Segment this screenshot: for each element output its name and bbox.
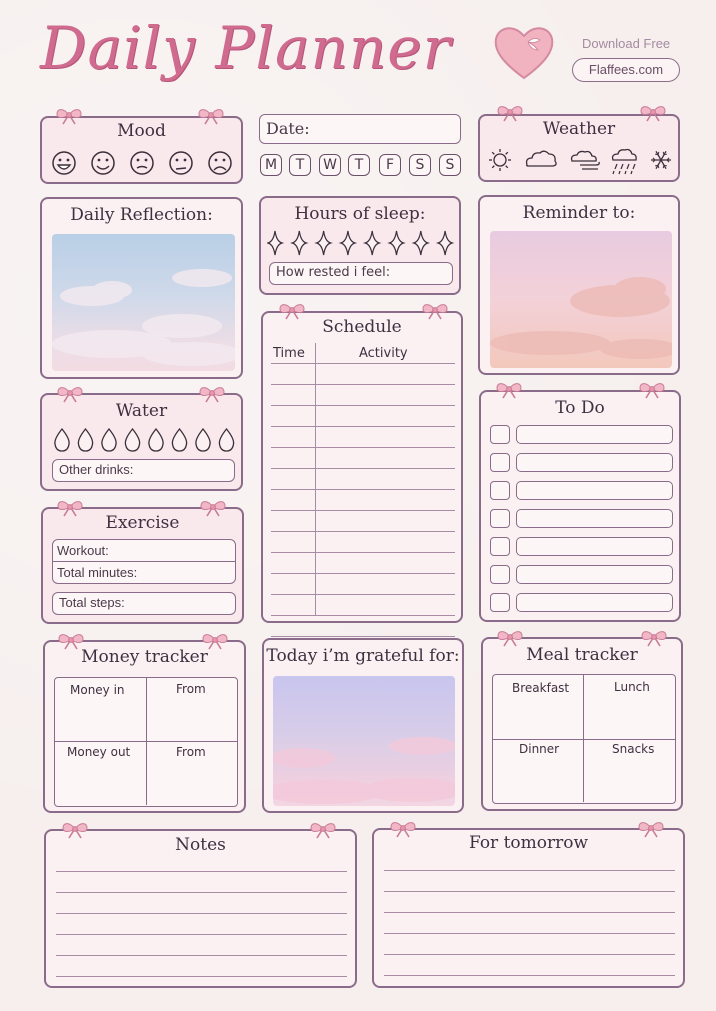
- todo-text-field[interactable]: [516, 565, 673, 584]
- bow-icon: [495, 104, 525, 122]
- todo-card: [479, 390, 681, 622]
- exercise-card: [41, 507, 244, 624]
- writing-line: [384, 912, 675, 913]
- todo-text-field[interactable]: [516, 425, 673, 444]
- schedule-row-line: [271, 531, 455, 532]
- writing-line: [384, 891, 675, 892]
- water-drop-icon[interactable]: [125, 429, 139, 451]
- money-in-label: Money in: [70, 683, 125, 697]
- writing-line: [56, 934, 347, 935]
- site-link[interactable]: Flaffees.com: [572, 58, 680, 82]
- steps-label: Total steps:: [59, 595, 125, 610]
- bow-icon: [198, 499, 228, 517]
- sleep-star-icon[interactable]: [317, 231, 331, 255]
- todo-checkbox[interactable]: [490, 453, 510, 472]
- page-title: Daily Planner: [40, 14, 452, 82]
- meal-card: [481, 637, 683, 811]
- bow-icon: [495, 629, 525, 647]
- sky-image: [52, 234, 235, 371]
- cloud-icon[interactable]: [527, 151, 557, 166]
- water-drops: [50, 427, 240, 453]
- windy-cloud-icon[interactable]: [572, 151, 600, 169]
- rain-cloud-icon[interactable]: [613, 150, 637, 175]
- sad-face-icon[interactable]: [209, 152, 231, 174]
- day-5[interactable]: S: [409, 154, 431, 176]
- reflection-title: Daily Reflection:: [70, 205, 213, 225]
- todo-text-field[interactable]: [516, 509, 673, 528]
- notes-title: Notes: [175, 835, 226, 855]
- schedule-row-line: [271, 594, 455, 595]
- neutral-face-icon[interactable]: [131, 152, 153, 174]
- water-drop-icon[interactable]: [196, 429, 210, 451]
- sleep-star-icon[interactable]: [414, 231, 428, 255]
- sunset-image: [490, 231, 672, 368]
- dinner-label: Dinner: [519, 742, 560, 756]
- tomorrow-title: For tomorrow: [468, 833, 589, 853]
- money-card: [43, 640, 246, 813]
- schedule-row-line: [271, 426, 455, 427]
- reminder-card: [478, 195, 680, 375]
- reminder-title: Reminder to:: [522, 203, 636, 223]
- schedule-row-line: [271, 363, 455, 364]
- water-card: [40, 393, 243, 491]
- water-drop-icon[interactable]: [219, 429, 233, 451]
- water-drop-icon[interactable]: [55, 429, 69, 451]
- schedule-row-line: [271, 615, 455, 616]
- todo-checkbox[interactable]: [490, 537, 510, 556]
- snowflake-icon[interactable]: [651, 151, 671, 168]
- breakfast-label: Breakfast: [512, 681, 570, 695]
- bow-icon: [60, 821, 90, 839]
- reflection-card: [40, 197, 243, 379]
- money-grid: [54, 677, 238, 807]
- day-6[interactable]: S: [439, 154, 461, 176]
- grateful-title: Today i’m grateful for:: [266, 646, 460, 666]
- divider: [55, 741, 237, 742]
- other-drinks-label: Other drinks:: [59, 462, 134, 477]
- steps-field[interactable]: [52, 592, 236, 615]
- bow-icon: [494, 381, 524, 399]
- water-drop-icon[interactable]: [78, 429, 92, 451]
- schedule-row-line: [271, 552, 455, 553]
- writing-line: [384, 975, 675, 976]
- meal-title: Meal tracker: [526, 645, 638, 665]
- bow-icon: [639, 629, 669, 647]
- snacks-label: Snacks: [612, 742, 655, 756]
- from-label: From: [176, 682, 206, 696]
- divider: [53, 561, 235, 562]
- todo-title: To Do: [555, 398, 605, 418]
- laughing-face-icon[interactable]: [53, 152, 75, 174]
- schedule-title: Schedule: [322, 317, 402, 337]
- clouds-image: [490, 231, 672, 368]
- todo-checkbox[interactable]: [490, 593, 510, 612]
- sleep-star-icon[interactable]: [268, 231, 282, 255]
- schedule-row-line: [271, 468, 455, 469]
- workout-label: Workout:: [57, 543, 109, 558]
- bow-icon: [637, 381, 667, 399]
- sleep-card: [259, 196, 461, 295]
- day-2[interactable]: W: [319, 154, 341, 176]
- slightly-sad-face-icon[interactable]: [170, 152, 192, 174]
- schedule-row-line: [271, 489, 455, 490]
- mood-icons: [48, 148, 238, 178]
- writing-line: [56, 955, 347, 956]
- sleep-star-icon[interactable]: [390, 231, 404, 255]
- bow-icon: [277, 302, 307, 320]
- workout-field[interactable]: [52, 539, 236, 584]
- writing-line: [56, 913, 347, 914]
- divider: [493, 739, 675, 740]
- sleep-title: Hours of sleep:: [294, 204, 426, 224]
- mood-card: [40, 116, 243, 184]
- weather-card: [478, 114, 680, 182]
- schedule-row-line: [271, 510, 455, 511]
- day-4[interactable]: F: [379, 154, 401, 176]
- lunch-label: Lunch: [614, 680, 650, 694]
- date-field[interactable]: [259, 114, 461, 144]
- bow-icon: [638, 104, 668, 122]
- writing-line: [56, 871, 347, 872]
- sun-icon[interactable]: [489, 149, 511, 171]
- sleep-star-icon[interactable]: [341, 231, 355, 255]
- bow-icon: [56, 632, 86, 650]
- schedule-row-line: [271, 636, 455, 637]
- notes-card: [44, 829, 357, 988]
- todo-text-field[interactable]: [516, 453, 673, 472]
- heart-logo-icon: [492, 22, 556, 82]
- bow-icon: [308, 821, 338, 839]
- download-label: Download Free: [582, 36, 671, 51]
- day-1[interactable]: T: [289, 154, 311, 176]
- rested-field[interactable]: [269, 262, 453, 285]
- writing-line: [56, 976, 347, 977]
- bow-icon: [388, 820, 418, 838]
- schedule-activity-header: Activity: [359, 346, 408, 361]
- bow-icon: [200, 632, 230, 650]
- todo-checkbox[interactable]: [490, 425, 510, 444]
- weather-icons: [486, 146, 676, 176]
- rested-label: How rested i feel:: [276, 265, 391, 280]
- schedule-row-line: [271, 405, 455, 406]
- bow-icon: [636, 820, 666, 838]
- schedule-time-header: Time: [273, 346, 305, 361]
- bow-icon: [196, 107, 226, 125]
- weather-title: Weather: [542, 119, 616, 139]
- from-label: From: [176, 745, 206, 759]
- sleep-star-icon[interactable]: [292, 231, 306, 255]
- tomorrow-card: [372, 828, 685, 988]
- date-label: Date:: [266, 119, 310, 138]
- water-title: Water: [115, 401, 168, 421]
- water-drop-icon[interactable]: [102, 429, 116, 451]
- day-0[interactable]: M: [260, 154, 282, 176]
- grateful-card: [262, 638, 464, 813]
- schedule-row-line: [271, 573, 455, 574]
- exercise-title: Exercise: [105, 513, 180, 533]
- minutes-label: Total minutes:: [57, 565, 138, 580]
- todo-checkbox[interactable]: [490, 481, 510, 500]
- schedule-card: [261, 311, 463, 623]
- writing-line: [384, 933, 675, 934]
- smiling-face-icon[interactable]: [92, 152, 114, 174]
- todo-text-field[interactable]: [516, 481, 673, 500]
- other-drinks-field[interactable]: [52, 459, 235, 482]
- mood-title: Mood: [117, 121, 166, 141]
- meal-grid: [492, 674, 676, 804]
- schedule-row-line: [271, 384, 455, 385]
- bow-icon: [54, 107, 84, 125]
- todo-checkbox[interactable]: [490, 565, 510, 584]
- money-out-label: Money out: [67, 745, 131, 759]
- clouds-image: [52, 234, 235, 371]
- sleep-star-icon[interactable]: [365, 231, 379, 255]
- writing-line: [384, 870, 675, 871]
- bow-icon: [197, 385, 227, 403]
- bow-icon: [55, 385, 85, 403]
- sleep-star-icon[interactable]: [438, 231, 452, 255]
- todo-checkbox[interactable]: [490, 509, 510, 528]
- schedule-row-line: [271, 447, 455, 448]
- clouds-image: [273, 676, 455, 806]
- water-drop-icon[interactable]: [172, 429, 186, 451]
- writing-line: [56, 892, 347, 893]
- bow-icon: [420, 302, 450, 320]
- water-drop-icon[interactable]: [149, 429, 163, 451]
- day-3[interactable]: T: [348, 154, 370, 176]
- bow-icon: [55, 499, 85, 517]
- money-title: Money tracker: [81, 647, 208, 667]
- sleep-stars: [267, 230, 457, 258]
- writing-line: [384, 954, 675, 955]
- todo-text-field[interactable]: [516, 537, 673, 556]
- todo-text-field[interactable]: [516, 593, 673, 612]
- pastel-sky-image: [273, 676, 455, 806]
